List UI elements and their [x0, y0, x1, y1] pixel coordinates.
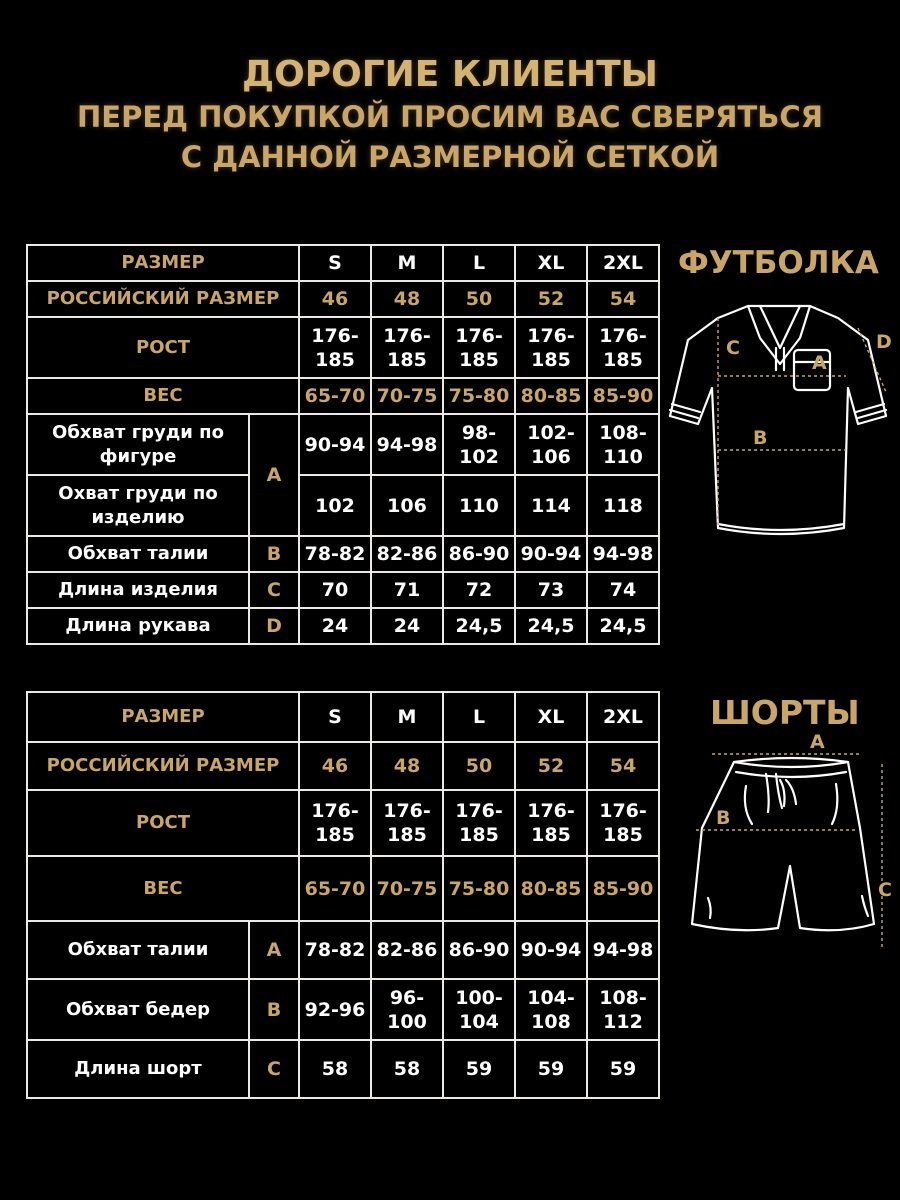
- height-cell: 176-185: [515, 790, 587, 856]
- ru-size-header: РОССИЙСКИЙ РАЗМЕР: [27, 742, 299, 790]
- tshirt-label-a: A: [812, 352, 827, 374]
- tshirt-title: ФУТБОЛКА: [678, 245, 879, 281]
- value-cell: 73: [515, 572, 587, 608]
- ru-size-cell: 54: [587, 742, 659, 790]
- measure-label: Длина рукава: [27, 608, 249, 644]
- weight-cell: 75-80: [443, 378, 515, 414]
- weight-header: ВЕС: [27, 856, 299, 921]
- value-cell: 24: [371, 608, 443, 644]
- measure-label: Обхват талии: [27, 921, 249, 979]
- value-cell: 94-98: [371, 414, 443, 475]
- polo-shirt-outline-icon: [660, 292, 900, 550]
- tshirt-label-b: B: [753, 427, 768, 449]
- value-cell: 72: [443, 572, 515, 608]
- weight-cell: 65-70: [299, 856, 371, 921]
- ru-size-cell: 46: [299, 281, 371, 317]
- size-cell: M: [371, 245, 443, 281]
- size-header: РАЗМЕР: [27, 245, 299, 281]
- ru-size-cell: 50: [443, 281, 515, 317]
- ru-size-cell: 52: [515, 281, 587, 317]
- size-cell: XL: [515, 692, 587, 742]
- value-cell: 59: [515, 1040, 587, 1098]
- table-row: [27, 921, 659, 979]
- size-cell: L: [443, 245, 515, 281]
- shorts-label-c: C: [878, 879, 892, 901]
- measure-label: Длина изделия: [27, 572, 249, 608]
- height-cell: 176-185: [371, 790, 443, 856]
- measure-letter: A: [249, 414, 299, 536]
- value-cell: 82-86: [371, 921, 443, 979]
- height-cell: 176-185: [299, 790, 371, 856]
- height-cell: 176-185: [371, 317, 443, 378]
- table-row: [27, 790, 659, 856]
- table-row: [27, 536, 659, 572]
- value-cell: 118: [587, 475, 659, 536]
- value-cell: 108-112: [587, 979, 659, 1040]
- table-row: [27, 692, 659, 742]
- weight-cell: 85-90: [587, 378, 659, 414]
- weight-header: ВЕС: [27, 378, 299, 414]
- height-header: РОСТ: [27, 317, 299, 378]
- table-row: [27, 1040, 659, 1098]
- shorts-title: ШОРТЫ: [710, 693, 860, 732]
- size-cell: 2XL: [587, 692, 659, 742]
- value-cell: 96-100: [371, 979, 443, 1040]
- size-cell: 2XL: [587, 245, 659, 281]
- table-row: [27, 572, 659, 608]
- measure-letter: B: [249, 979, 299, 1040]
- height-cell: 176-185: [299, 317, 371, 378]
- weight-cell: 70-75: [371, 378, 443, 414]
- value-cell: 90-94: [515, 921, 587, 979]
- ru-size-cell: 54: [587, 281, 659, 317]
- value-cell: 86-90: [443, 536, 515, 572]
- value-cell: 94-98: [587, 921, 659, 979]
- value-cell: 24: [299, 608, 371, 644]
- weight-cell: 65-70: [299, 378, 371, 414]
- table-row: [27, 414, 659, 475]
- ru-size-cell: 46: [299, 742, 371, 790]
- table-row: [27, 317, 659, 378]
- value-cell: 100-104: [443, 979, 515, 1040]
- measure-letter: C: [249, 1040, 299, 1098]
- table-row: [27, 378, 659, 414]
- value-cell: 78-82: [299, 536, 371, 572]
- value-cell: 90-94: [515, 536, 587, 572]
- measure-letter: B: [249, 536, 299, 572]
- height-cell: 176-185: [515, 317, 587, 378]
- value-cell: 92-96: [299, 979, 371, 1040]
- table-row: [27, 742, 659, 790]
- tshirt-size-table: [26, 244, 660, 645]
- measure-label: Обхват бедер: [27, 979, 249, 1040]
- value-cell: 78-82: [299, 921, 371, 979]
- tshirt-label-d: D: [876, 331, 892, 353]
- ru-size-cell: 50: [443, 742, 515, 790]
- table-row: [27, 608, 659, 644]
- ru-size-cell: 48: [371, 742, 443, 790]
- value-cell: 24,5: [443, 608, 515, 644]
- table-row: [27, 856, 659, 921]
- value-cell: 70: [299, 572, 371, 608]
- weight-cell: 85-90: [587, 856, 659, 921]
- measure-letter: C: [249, 572, 299, 608]
- value-cell: 82-86: [371, 536, 443, 572]
- height-cell: 176-185: [587, 790, 659, 856]
- value-cell: 90-94: [299, 414, 371, 475]
- ru-size-cell: 48: [371, 281, 443, 317]
- height-cell: 176-185: [587, 317, 659, 378]
- size-cell: S: [299, 245, 371, 281]
- measure-letter: A: [249, 921, 299, 979]
- value-cell: 94-98: [587, 536, 659, 572]
- shorts-outline-icon: [672, 728, 900, 960]
- header-subtitle-line2: С ДАННОЙ РАЗМЕРНОЙ СЕТКОЙ: [180, 140, 720, 174]
- measure-label: Обхват талии: [27, 536, 249, 572]
- ru-size-header: РОССИЙСКИЙ РАЗМЕР: [27, 281, 299, 317]
- measure-label: Обхват груди по фигуре: [27, 414, 249, 475]
- table-row: [27, 245, 659, 281]
- weight-cell: 75-80: [443, 856, 515, 921]
- value-cell: 98-102: [443, 414, 515, 475]
- value-cell: 110: [443, 475, 515, 536]
- height-cell: 176-185: [443, 317, 515, 378]
- value-cell: 71: [371, 572, 443, 608]
- shorts-label-b: B: [716, 807, 731, 829]
- value-cell: 104-108: [515, 979, 587, 1040]
- value-cell: 108-110: [587, 414, 659, 475]
- size-header: РАЗМЕР: [27, 692, 299, 742]
- header-title: ДОРОГИЕ КЛИЕНТЫ: [242, 54, 658, 95]
- value-cell: 24,5: [515, 608, 587, 644]
- value-cell: 114: [515, 475, 587, 536]
- value-cell: 59: [587, 1040, 659, 1098]
- value-cell: 102: [299, 475, 371, 536]
- measure-letter: D: [249, 608, 299, 644]
- value-cell: 102-106: [515, 414, 587, 475]
- table-row: [27, 281, 659, 317]
- shorts-size-table: [26, 691, 660, 1099]
- size-cell: L: [443, 692, 515, 742]
- shorts-label-a: A: [810, 731, 825, 753]
- value-cell: 58: [371, 1040, 443, 1098]
- height-header: РОСТ: [27, 790, 299, 856]
- height-cell: 176-185: [443, 790, 515, 856]
- header-subtitle-line1: ПЕРЕД ПОКУПКОЙ ПРОСИМ ВАС СВЕРЯТЬСЯ: [77, 100, 823, 134]
- size-cell: M: [371, 692, 443, 742]
- size-cell: S: [299, 692, 371, 742]
- size-cell: XL: [515, 245, 587, 281]
- value-cell: 59: [443, 1040, 515, 1098]
- table-row: [27, 979, 659, 1040]
- measure-label: Длина шорт: [27, 1040, 249, 1098]
- tshirt-label-c: C: [726, 337, 740, 359]
- weight-cell: 70-75: [371, 856, 443, 921]
- weight-cell: 80-85: [515, 378, 587, 414]
- value-cell: 86-90: [443, 921, 515, 979]
- ru-size-cell: 52: [515, 742, 587, 790]
- table-row: [27, 475, 659, 536]
- value-cell: 24,5: [587, 608, 659, 644]
- value-cell: 58: [299, 1040, 371, 1098]
- weight-cell: 80-85: [515, 856, 587, 921]
- measure-label: Охват груди по изделию: [27, 475, 249, 536]
- value-cell: 74: [587, 572, 659, 608]
- value-cell: 106: [371, 475, 443, 536]
